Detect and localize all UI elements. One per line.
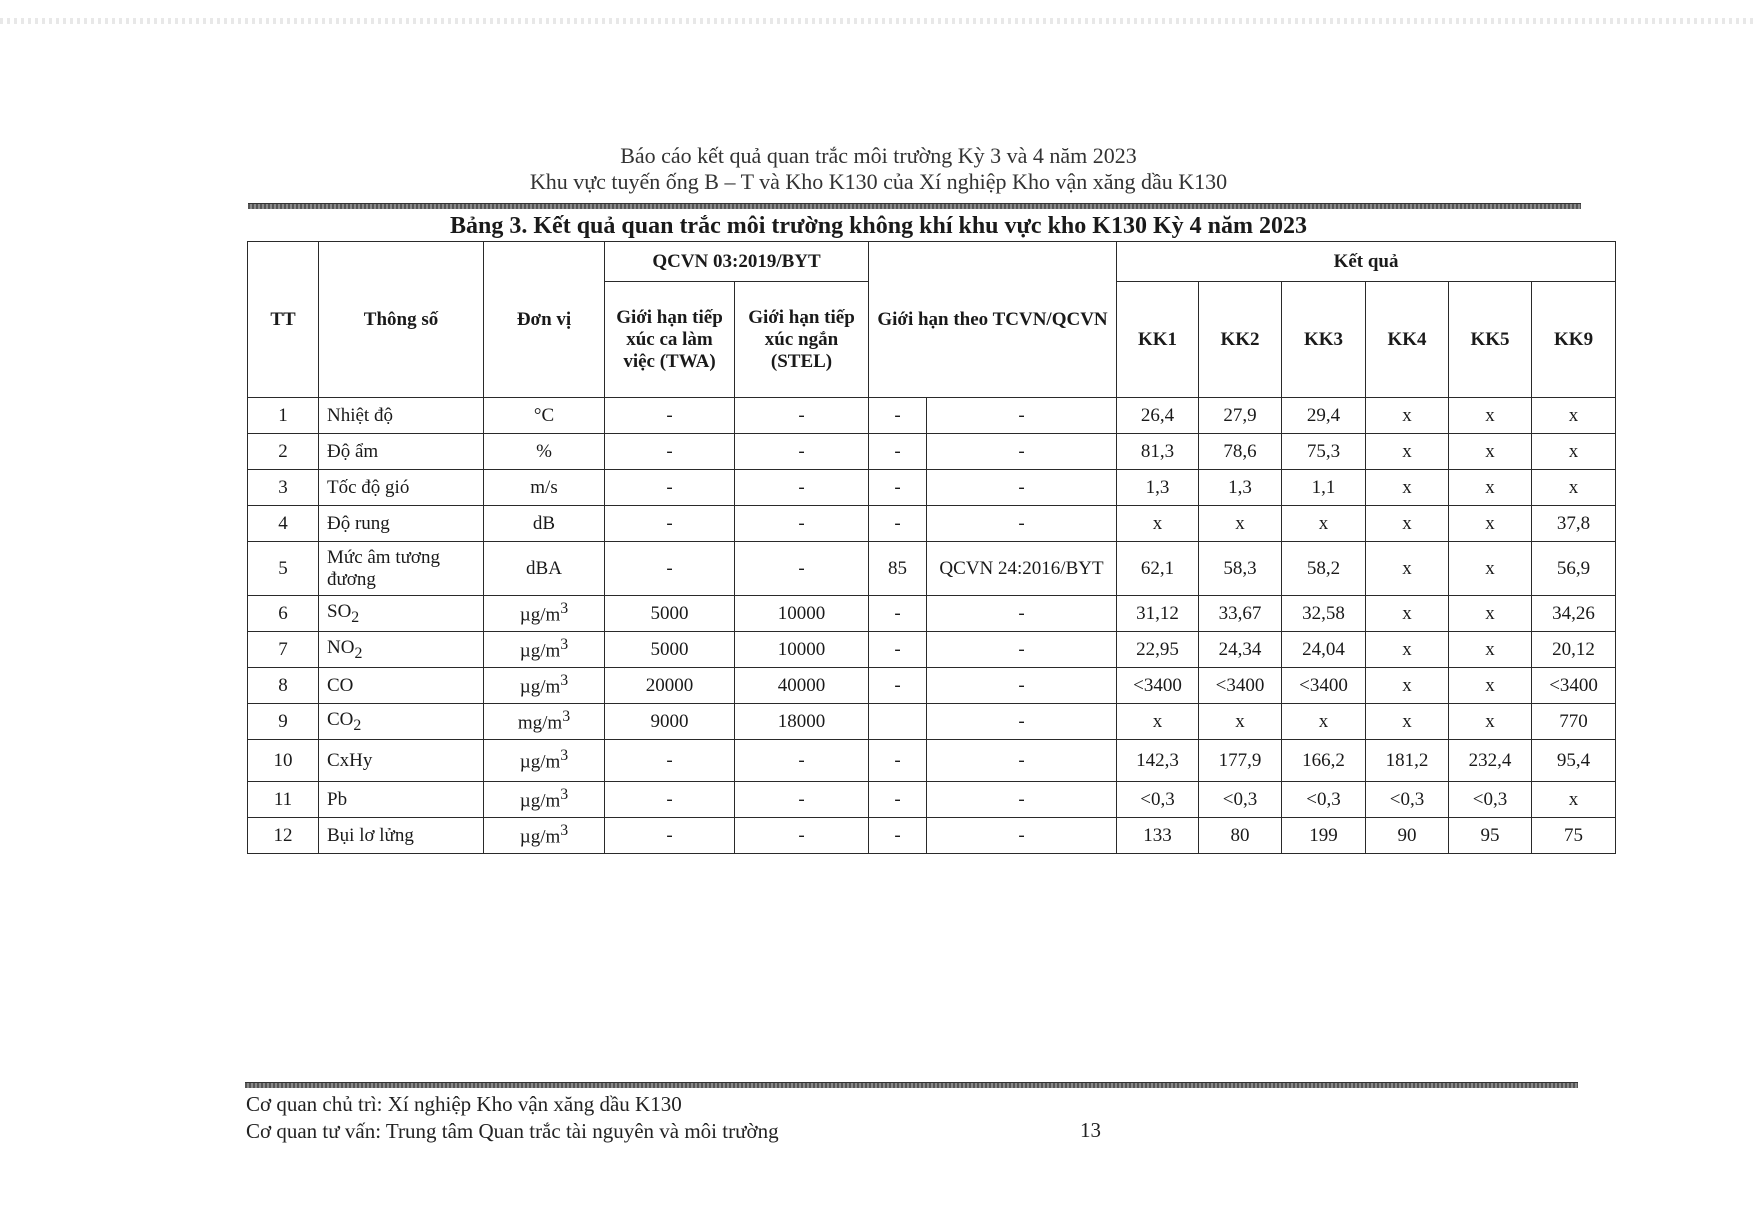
twa-value: -: [605, 434, 735, 470]
result-value: 31,12: [1117, 596, 1199, 632]
footer-rule: [245, 1082, 1578, 1088]
twa-value: -: [605, 818, 735, 854]
result-value: <0,3: [1366, 782, 1449, 818]
unit-label: µg/m: [519, 790, 561, 812]
result-value: 90: [1366, 818, 1449, 854]
unit-label: °C: [533, 404, 555, 426]
result-value: x: [1449, 434, 1532, 470]
param-label: CO: [327, 708, 354, 730]
table-row: [248, 434, 1616, 470]
result-value: 62,1: [1117, 542, 1199, 596]
stel-value: -: [735, 398, 869, 434]
param-label: Nhiệt độ: [327, 404, 393, 426]
result-value: x: [1449, 398, 1532, 434]
table-row: [248, 596, 1616, 632]
limit-value: -: [869, 398, 927, 434]
result-value: 58,3: [1199, 542, 1282, 596]
param-name: [319, 596, 484, 632]
result-value: x: [1366, 506, 1449, 542]
limit-value: -: [869, 434, 927, 470]
result-value: x: [1282, 506, 1366, 542]
stel-value: -: [735, 782, 869, 818]
twa-value: 5000: [605, 632, 735, 668]
limit-value: -: [869, 596, 927, 632]
result-value: <3400: [1199, 668, 1282, 704]
result-value: 37,8: [1532, 506, 1616, 542]
table-row: [248, 818, 1616, 854]
param-name: [319, 470, 484, 506]
param-label: Mức âm tương đương: [327, 546, 440, 590]
result-value: x: [1117, 506, 1199, 542]
header-stel: Giới hạn tiếp xúc ngắn (STEL): [735, 282, 869, 398]
result-value: <0,3: [1282, 782, 1366, 818]
limit-standard: -: [927, 434, 1117, 470]
report-header-line2: Khu vực tuyến ống B – T và Kho K130 của Xí nghiệp Kho vận xăng dầu K130: [529, 169, 1228, 194]
param-name: [319, 704, 484, 740]
header-limit: Giới hạn theo TCVN/QCVN: [869, 242, 1117, 398]
param-label: CO: [327, 674, 354, 696]
unit: [484, 704, 605, 740]
param-subscript: 2: [354, 644, 363, 662]
row-index: 10: [248, 740, 319, 782]
param-label: Độ rung: [327, 512, 390, 534]
param-label: Pb: [327, 788, 348, 810]
header-station: KK1: [1117, 282, 1199, 398]
unit: [484, 632, 605, 668]
unit-label: µg/m: [519, 751, 561, 773]
header-twa: Giới hạn tiếp xúc ca làm việc (TWA): [605, 282, 735, 398]
twa-value: -: [605, 782, 735, 818]
param-subscript: 2: [351, 608, 360, 626]
twa-value: -: [605, 542, 735, 596]
table-row: [248, 506, 1616, 542]
limit-standard: -: [927, 596, 1117, 632]
result-value: 232,4: [1449, 740, 1532, 782]
result-value: x: [1449, 668, 1532, 704]
unit: [484, 506, 605, 542]
report-header-line1: Báo cáo kết quả quan trắc môi trường Kỳ 3 và 4 năm 2023: [620, 143, 1137, 168]
result-value: x: [1449, 704, 1532, 740]
unit-label: µg/m: [519, 676, 561, 698]
result-value: x: [1199, 704, 1282, 740]
unit: [484, 782, 605, 818]
unit-label: µg/m: [519, 604, 561, 626]
result-value: x: [1366, 434, 1449, 470]
result-value: 20,12: [1532, 632, 1616, 668]
limit-standard: -: [927, 506, 1117, 542]
table-row: [248, 668, 1616, 704]
limit-standard: -: [927, 704, 1117, 740]
result-value: 81,3: [1117, 434, 1199, 470]
result-value: x: [1532, 470, 1616, 506]
limit-standard: QCVN 24:2016/BYT: [927, 542, 1117, 596]
unit-label: m/s: [530, 476, 558, 498]
table-row: [248, 782, 1616, 818]
unit: [484, 470, 605, 506]
result-value: 29,4: [1282, 398, 1366, 434]
result-value: 75,3: [1282, 434, 1366, 470]
header-station: KK3: [1282, 282, 1366, 398]
stel-value: -: [735, 470, 869, 506]
result-value: x: [1532, 782, 1616, 818]
table-row: [248, 632, 1616, 668]
result-value: 133: [1117, 818, 1199, 854]
result-value: 22,95: [1117, 632, 1199, 668]
result-value: 177,9: [1199, 740, 1282, 782]
limit-value: -: [869, 782, 927, 818]
row-index: 5: [248, 542, 319, 596]
result-value: x: [1449, 506, 1532, 542]
table-row: [248, 704, 1616, 740]
limit-value: -: [869, 818, 927, 854]
result-value: 56,9: [1532, 542, 1616, 596]
result-value: 199: [1282, 818, 1366, 854]
param-name: [319, 818, 484, 854]
unit-superscript: 3: [560, 672, 569, 690]
footer-consultant: Cơ quan tư vấn: Trung tâm Quan trắc tài nguyên và môi trường: [246, 1119, 779, 1143]
stel-value: -: [735, 542, 869, 596]
result-value: x: [1366, 632, 1449, 668]
unit: [484, 668, 605, 704]
param-name: [319, 782, 484, 818]
result-value: x: [1449, 542, 1532, 596]
stel-value: 10000: [735, 632, 869, 668]
limit-standard: -: [927, 470, 1117, 506]
unit-label: mg/m: [517, 712, 563, 734]
param-name: [319, 668, 484, 704]
limit-standard: -: [927, 818, 1117, 854]
limit-value: -: [869, 506, 927, 542]
unit-label: dBA: [526, 557, 562, 579]
result-value: 80: [1199, 818, 1282, 854]
result-value: 26,4: [1117, 398, 1199, 434]
table-row: [248, 398, 1616, 434]
stel-value: -: [735, 818, 869, 854]
table-title: Bảng 3. Kết quả quan trắc môi trường không khí khu vực kho K130 Kỳ 4 năm 2023: [450, 213, 1307, 239]
header-tt: TT: [248, 242, 319, 398]
result-value: x: [1449, 470, 1532, 506]
result-value: x: [1366, 704, 1449, 740]
result-value: x: [1449, 596, 1532, 632]
param-label: Độ ẩm: [327, 440, 379, 462]
row-index: 4: [248, 506, 319, 542]
result-value: x: [1449, 632, 1532, 668]
limit-value: -: [869, 740, 927, 782]
param-name: [319, 542, 484, 596]
result-value: x: [1366, 398, 1449, 434]
param-subscript: 2: [353, 716, 362, 734]
twa-value: -: [605, 470, 735, 506]
row-index: 11: [248, 782, 319, 818]
header-station: KK2: [1199, 282, 1282, 398]
result-value: x: [1117, 704, 1199, 740]
result-value: 95,4: [1532, 740, 1616, 782]
param-label: Bụi lơ lửng: [327, 824, 414, 846]
result-value: 78,6: [1199, 434, 1282, 470]
twa-value: 9000: [605, 704, 735, 740]
header-station: KK9: [1532, 282, 1616, 398]
header-param: Thông số: [319, 242, 484, 398]
result-value: 27,9: [1199, 398, 1282, 434]
footer: [246, 1091, 1576, 1145]
stel-value: -: [735, 434, 869, 470]
result-value: x: [1366, 542, 1449, 596]
result-value: 24,34: [1199, 632, 1282, 668]
stel-value: 40000: [735, 668, 869, 704]
unit-label: µg/m: [519, 826, 561, 848]
unit: [484, 542, 605, 596]
stel-value: -: [735, 506, 869, 542]
limit-standard: -: [927, 398, 1117, 434]
row-index: 12: [248, 818, 319, 854]
result-value: 1,3: [1117, 470, 1199, 506]
header-rule: [248, 203, 1581, 209]
row-index: 9: [248, 704, 319, 740]
unit: [484, 818, 605, 854]
header-results: Kết quả: [1117, 242, 1616, 282]
page-number: 13: [1080, 1118, 1101, 1142]
unit: [484, 434, 605, 470]
result-value: 95: [1449, 818, 1532, 854]
limit-standard: -: [927, 740, 1117, 782]
unit-superscript: 3: [560, 822, 569, 840]
footer-host: Cơ quan chủ trì: Xí nghiệp Kho vận xăng dầu K130: [246, 1092, 682, 1116]
result-value: <0,3: [1117, 782, 1199, 818]
stel-value: 10000: [735, 596, 869, 632]
row-index: 2: [248, 434, 319, 470]
result-value: 32,58: [1282, 596, 1366, 632]
result-value: <3400: [1117, 668, 1199, 704]
header-qcvn: QCVN 03:2019/BYT: [605, 242, 869, 282]
param-name: [319, 506, 484, 542]
unit-superscript: 3: [562, 708, 571, 726]
header-station: KK5: [1449, 282, 1532, 398]
limit-value: -: [869, 668, 927, 704]
unit-label: %: [536, 440, 552, 462]
limit-value: 85: [869, 542, 927, 596]
param-label: CxHy: [327, 749, 373, 771]
unit-superscript: 3: [560, 636, 569, 654]
stel-value: 18000: [735, 704, 869, 740]
unit-superscript: 3: [560, 747, 569, 765]
row-index: 6: [248, 596, 319, 632]
param-name: [319, 398, 484, 434]
result-value: 58,2: [1282, 542, 1366, 596]
row-index: 8: [248, 668, 319, 704]
result-value: x: [1366, 668, 1449, 704]
header-unit: Đơn vị: [484, 242, 605, 398]
twa-value: -: [605, 398, 735, 434]
result-value: 770: [1532, 704, 1616, 740]
unit: [484, 596, 605, 632]
limit-value: [869, 704, 927, 740]
result-value: 166,2: [1282, 740, 1366, 782]
result-value: <0,3: [1449, 782, 1532, 818]
result-value: x: [1366, 596, 1449, 632]
result-value: x: [1366, 470, 1449, 506]
result-value: <3400: [1532, 668, 1616, 704]
result-value: <3400: [1282, 668, 1366, 704]
unit: [484, 740, 605, 782]
row-index: 7: [248, 632, 319, 668]
result-value: <0,3: [1199, 782, 1282, 818]
result-value: 33,67: [1199, 596, 1282, 632]
limit-value: -: [869, 632, 927, 668]
result-value: 34,26: [1532, 596, 1616, 632]
unit-superscript: 3: [560, 600, 569, 618]
result-value: x: [1282, 704, 1366, 740]
limit-standard: -: [927, 632, 1117, 668]
result-value: 142,3: [1117, 740, 1199, 782]
result-value: 181,2: [1366, 740, 1449, 782]
param-label: NO: [327, 636, 355, 658]
unit-label: µg/m: [519, 640, 561, 662]
unit-superscript: 3: [560, 786, 569, 804]
param-name: [319, 434, 484, 470]
table-row: [248, 542, 1616, 596]
twa-value: 5000: [605, 596, 735, 632]
twa-value: -: [605, 740, 735, 782]
header-station: KK4: [1366, 282, 1449, 398]
limit-value: -: [869, 470, 927, 506]
results-table: [247, 241, 1616, 854]
row-index: 3: [248, 470, 319, 506]
unit: [484, 398, 605, 434]
result-value: 24,04: [1282, 632, 1366, 668]
twa-value: 20000: [605, 668, 735, 704]
report-header: [0, 143, 1757, 195]
table-row: [248, 740, 1616, 782]
result-value: 1,3: [1199, 470, 1282, 506]
result-value: x: [1532, 398, 1616, 434]
stel-value: -: [735, 740, 869, 782]
row-index: 1: [248, 398, 319, 434]
table-body: [248, 398, 1616, 854]
limit-standard: -: [927, 782, 1117, 818]
unit-label: dB: [532, 512, 556, 534]
param-name: [319, 632, 484, 668]
param-label: SO: [327, 600, 352, 622]
limit-standard: -: [927, 668, 1117, 704]
param-name: [319, 740, 484, 782]
result-value: 1,1: [1282, 470, 1366, 506]
result-value: 75: [1532, 818, 1616, 854]
table-row: [248, 470, 1616, 506]
result-value: x: [1199, 506, 1282, 542]
scan-artifact: [0, 18, 1757, 24]
twa-value: -: [605, 506, 735, 542]
result-value: x: [1532, 434, 1616, 470]
param-label: Tốc độ gió: [327, 476, 410, 498]
